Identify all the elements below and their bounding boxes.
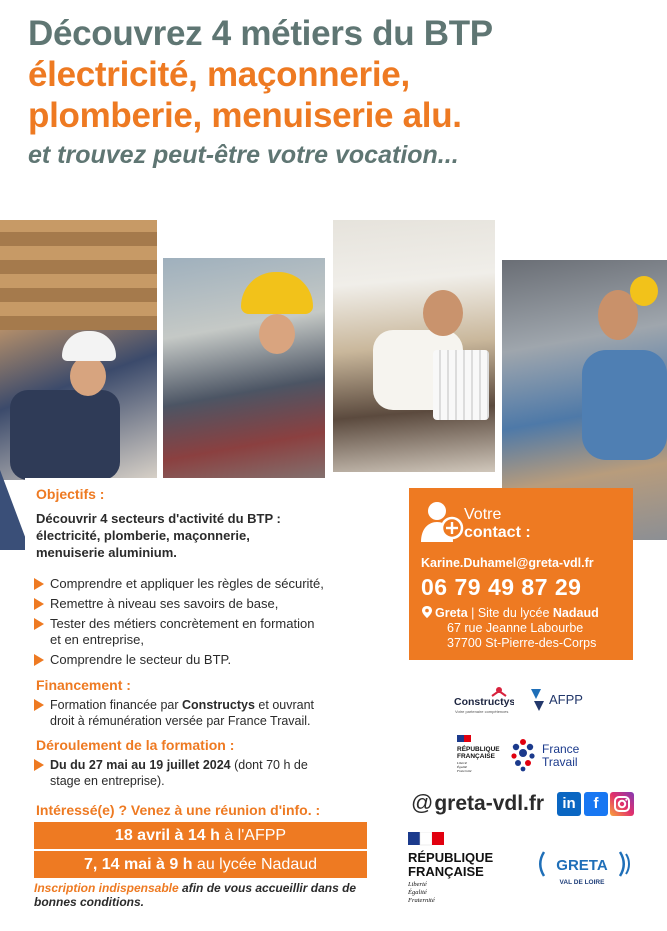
contact-heading-line2: contact : — [464, 524, 531, 541]
session-date: 7, 14 mai à 9 h — [83, 856, 193, 873]
greta-mark-icon — [538, 848, 634, 888]
contact-heading-line1: Votre — [464, 506, 502, 523]
title-line-3: plomberie, menuiserie alu. — [28, 96, 462, 135]
tagline: et trouvez peut-être votre vocation... — [28, 141, 459, 169]
bullet-arrow-icon — [34, 618, 44, 630]
title-block — [28, 14, 648, 172]
financement-text — [34, 697, 364, 729]
website-text: greta-vdl.fr — [434, 792, 545, 815]
rf-small-motto: Liberté — [457, 761, 468, 765]
rf-motto: Liberté — [408, 881, 427, 888]
website-link[interactable] — [411, 790, 544, 816]
contact-street: 67 rue Jeanne Labourbe — [447, 621, 584, 635]
photo-electrician — [0, 220, 157, 480]
contact-phone[interactable]: 06 79 49 87 29 — [421, 574, 582, 600]
greta-subtitle: VAL DE LOIRE — [559, 879, 605, 886]
rf-small-line1: RÉPUBLIQUE — [457, 746, 500, 753]
worker-body — [10, 390, 120, 480]
user-add-icon — [419, 498, 465, 544]
list-item — [34, 652, 364, 668]
financement-text-part: droit à rémunération versée par France Travail. — [50, 714, 311, 728]
contact-box — [409, 488, 633, 660]
bullet-arrow-icon — [34, 759, 44, 771]
constructys-logo — [452, 683, 514, 717]
bullet-arrow-icon — [34, 578, 44, 590]
linkedin-icon[interactable]: in — [557, 792, 581, 816]
contact-site — [421, 606, 599, 621]
list-item — [34, 616, 364, 648]
contact-city: 37700 St-Pierre-des-Corps — [447, 636, 597, 650]
deroulement-text — [34, 757, 364, 789]
objectifs-intro-1: Découvrir 4 secteurs d'activité du BTP : — [36, 511, 281, 526]
photo-plumber — [333, 220, 495, 472]
facebook-icon[interactable]: f — [584, 792, 608, 816]
rf-small-motto: Fraternité — [457, 769, 472, 773]
financement-text-part: et ouvrant — [254, 698, 315, 712]
session-place: au lycée Nadaud — [192, 856, 318, 873]
rf-small-motto: Égalité — [457, 765, 468, 769]
photo-mason — [163, 258, 325, 500]
list-item — [34, 576, 364, 592]
map-pin-icon — [421, 606, 433, 618]
at-sign-icon: @ — [411, 790, 434, 815]
deroulement-dates: Du du 27 mai au 19 juillet 2024 — [50, 758, 231, 772]
contact-address — [421, 606, 599, 651]
yellow-helmet-icon — [241, 272, 313, 314]
contact-site-text: | Site du lycée — [467, 606, 553, 620]
objectifs-intro-3: menuiserie aluminium. — [36, 545, 177, 560]
session-date: 18 avril à 14 h — [114, 827, 220, 844]
info-panel — [25, 478, 377, 918]
objectifs-heading: Objectifs : — [36, 486, 105, 502]
financement-heading: Financement : — [36, 677, 131, 693]
contact-site-org: Greta — [435, 606, 468, 620]
registration-note-text: afin de vous accueillir dans de — [178, 881, 357, 895]
worker-face — [423, 290, 463, 336]
objectifs-intro-2: électricité, plomberie, maçonnerie, — [36, 528, 250, 543]
marianne-icon — [408, 832, 504, 904]
worker-face — [70, 356, 106, 396]
france-travail-logo — [509, 736, 589, 774]
constructys-tagline: Votre partenaire compétences — [455, 709, 509, 714]
session-bar — [34, 822, 367, 849]
rf-small-line2: FRANÇAISE — [457, 753, 495, 760]
worker-face — [259, 314, 295, 354]
greta-wordmark: GRETA — [556, 857, 608, 874]
reunion-heading: Intéressé(e) ? Venez à une réunion d'info. : — [36, 802, 321, 818]
list-item — [34, 596, 364, 612]
deroulement-heading: Déroulement de la formation : — [36, 737, 235, 753]
rf-line1: RÉPUBLIQUE — [408, 850, 494, 865]
rf-motto: Fraternité — [408, 897, 435, 904]
afpp-wordmark: AFPP — [549, 692, 583, 707]
marianne-icon — [455, 735, 505, 781]
registration-note — [34, 881, 374, 909]
financement-text-bold: Constructys — [182, 698, 255, 712]
france-travail-line1: France — [542, 742, 580, 756]
contact-heading — [464, 506, 531, 542]
bullet-arrow-icon — [34, 654, 44, 666]
white-helmet-icon — [62, 331, 116, 361]
wood-beams — [0, 220, 157, 330]
afpp-logo — [528, 685, 588, 715]
earmuff-icon — [630, 276, 658, 306]
bullet-arrow-icon — [34, 699, 44, 711]
instagram-icon[interactable] — [610, 792, 634, 816]
republique-francaise-small-logo — [455, 735, 505, 781]
constructys-mark-icon — [452, 683, 514, 717]
contact-site-name: Nadaud — [552, 606, 599, 620]
republique-francaise-logo — [408, 832, 504, 904]
title-line-2: électricité, maçonnerie, — [28, 55, 410, 94]
rf-motto: Égalité — [408, 889, 427, 896]
list-item-text: Remettre à niveau ses savoirs de base, — [50, 596, 279, 611]
france-travail-line2: Travail — [542, 755, 578, 769]
deroulement-text-part: stage en entreprise). — [50, 774, 165, 788]
france-travail-mark-icon — [509, 736, 589, 774]
list-item-text: et en entreprise, — [50, 632, 144, 647]
financement-text-part: Formation financée par — [50, 698, 183, 712]
registration-note-highlight: Inscription indispensable — [34, 881, 179, 895]
list-item-text: Comprendre le secteur du BTP. — [50, 652, 232, 667]
session-bar — [34, 851, 367, 878]
list-item-text: Tester des métiers concrètement en formation — [50, 616, 315, 631]
constructys-wordmark: Constructys — [454, 696, 514, 708]
instagram-glyph-icon — [610, 792, 634, 816]
list-item-text: Comprendre et appliquer les règles de sécurité, — [50, 576, 324, 591]
registration-note-text: bonnes conditions. — [34, 895, 144, 909]
afpp-mark-icon — [528, 685, 588, 715]
greta-logo — [538, 848, 634, 888]
deroulement-text-part: (dont 70 h de — [230, 758, 308, 772]
bullet-arrow-icon — [34, 598, 44, 610]
rf-line2: FRANÇAISE — [408, 864, 484, 879]
title-line-1: Découvrez 4 métiers du BTP — [28, 14, 493, 53]
radiator — [433, 350, 489, 420]
worker-body — [582, 350, 667, 460]
session-place: à l'AFPP — [219, 827, 287, 844]
contact-email[interactable]: Karine.Duhamel@greta-vdl.fr — [421, 556, 594, 570]
